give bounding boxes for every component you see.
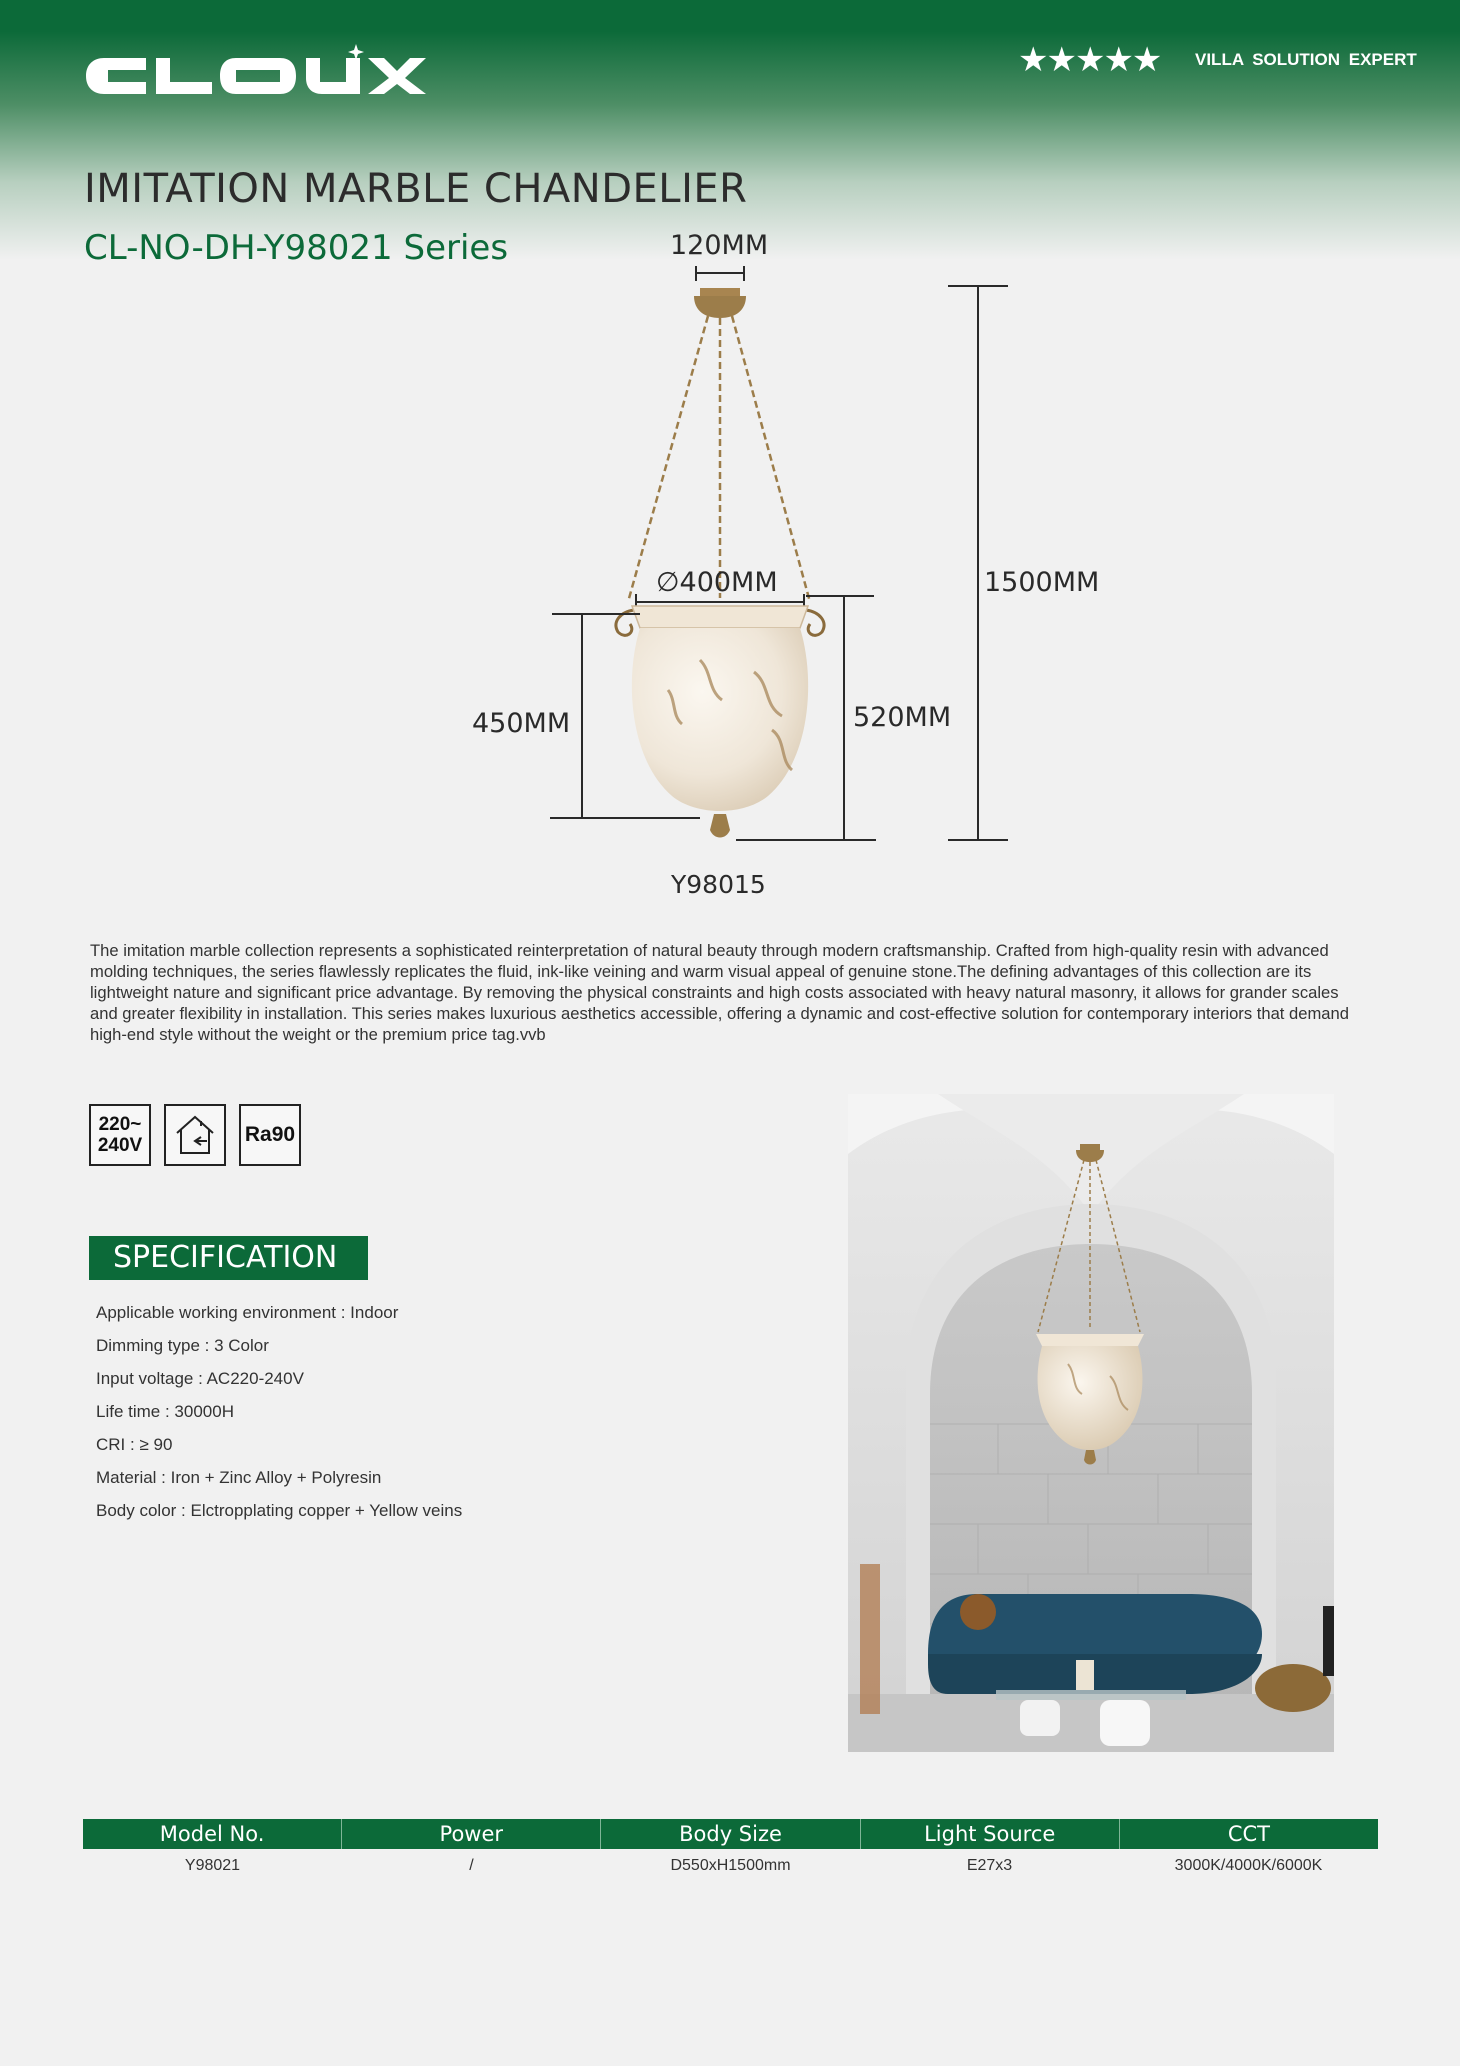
diameter-label: ∅400MM (656, 567, 778, 598)
header-cct: CCT (1227, 1822, 1270, 1846)
spec-item: Material : Iron + Zinc Alloy + Polyresin (96, 1468, 382, 1487)
spec-table (83, 1819, 1378, 1883)
cell-power: / (469, 1857, 474, 1874)
spec-item: Life time : 30000H (96, 1402, 234, 1421)
cell-cct: 3000K/4000K/6000K (1174, 1857, 1323, 1874)
spec-item: CRI : ≥ 90 (96, 1435, 173, 1454)
indoor-house-icon (164, 1104, 226, 1166)
chains (628, 316, 810, 602)
voltage-badge-line1: 220~ (98, 1114, 142, 1135)
interior-scene-image (848, 1094, 1334, 1752)
rating-stars: ★★★★★ (1018, 40, 1161, 80)
table-row (83, 1849, 1378, 1883)
header-body-size: Body Size (601, 1819, 860, 1849)
shade-rim (632, 606, 808, 628)
marble-shade (632, 628, 808, 811)
canopy-width-label: 120MM (670, 230, 769, 261)
product-series: CL-NO-DH-Y98021 Series (84, 228, 509, 268)
finial (710, 814, 730, 838)
cell-model: Y98021 (184, 1857, 241, 1874)
spec-item: Dimming type : 3 Color (96, 1336, 269, 1355)
specification-heading: SPECIFICATION (89, 1236, 368, 1280)
spec-item: Input voltage : AC220-240V (96, 1369, 304, 1388)
total-height-label: 1500MM (984, 567, 1100, 598)
header-power: Power (342, 1819, 601, 1849)
tagline: VILLA SOLUTION EXPERT (1195, 50, 1417, 69)
product-title: IMITATION MARBLE CHANDELIER (84, 166, 748, 212)
cell-body-size: D550xH1500mm (670, 1857, 791, 1874)
spec-item: Applicable working environment : Indoor (96, 1303, 399, 1322)
total-height-line (948, 286, 1008, 840)
chandelier-dimension-drawing (0, 0, 1460, 920)
voltage-badge (89, 1104, 151, 1166)
body-height-label: 520MM (853, 702, 952, 733)
spec-item: Body color : Elctropplating copper + Yellow veins (96, 1501, 463, 1520)
canopy-dimension-line (696, 266, 744, 281)
cell-light-source: E27x3 (966, 1857, 1013, 1874)
shade-height-label: 450MM (472, 708, 571, 739)
product-description: The imitation marble collection represents a sophisticated reinterpretation of natural beauty through modern craftsmanship. Crafted from high-quality resin with advanced molding techniques, the series flawlessly replicates the fluid, ink-like veining and warm visual appeal of genuine stone.The defining advantages of this collection are its lightweight nature and significant price advantage. By removing the physical constraints and high costs associated with heavy natural masonry, it allows for grander scales and greater flexibility in installation. This series makes luxurious aesthetics accessible, offering a dynamic and cost-effective solution for contemporary interiors that demand high-end style without the weight or the premium price tag.vvb (90, 941, 1349, 1044)
canopy (694, 288, 746, 318)
voltage-badge-line2: 240V (97, 1135, 143, 1156)
spec-table-header (83, 1819, 1378, 1849)
model-caption: Y98015 (671, 870, 766, 899)
cri-badge: Ra90 (239, 1104, 301, 1166)
header-light-source: Light Source (861, 1819, 1120, 1849)
header-model: Model No. (83, 1819, 342, 1849)
specification-list (96, 1302, 462, 1533)
